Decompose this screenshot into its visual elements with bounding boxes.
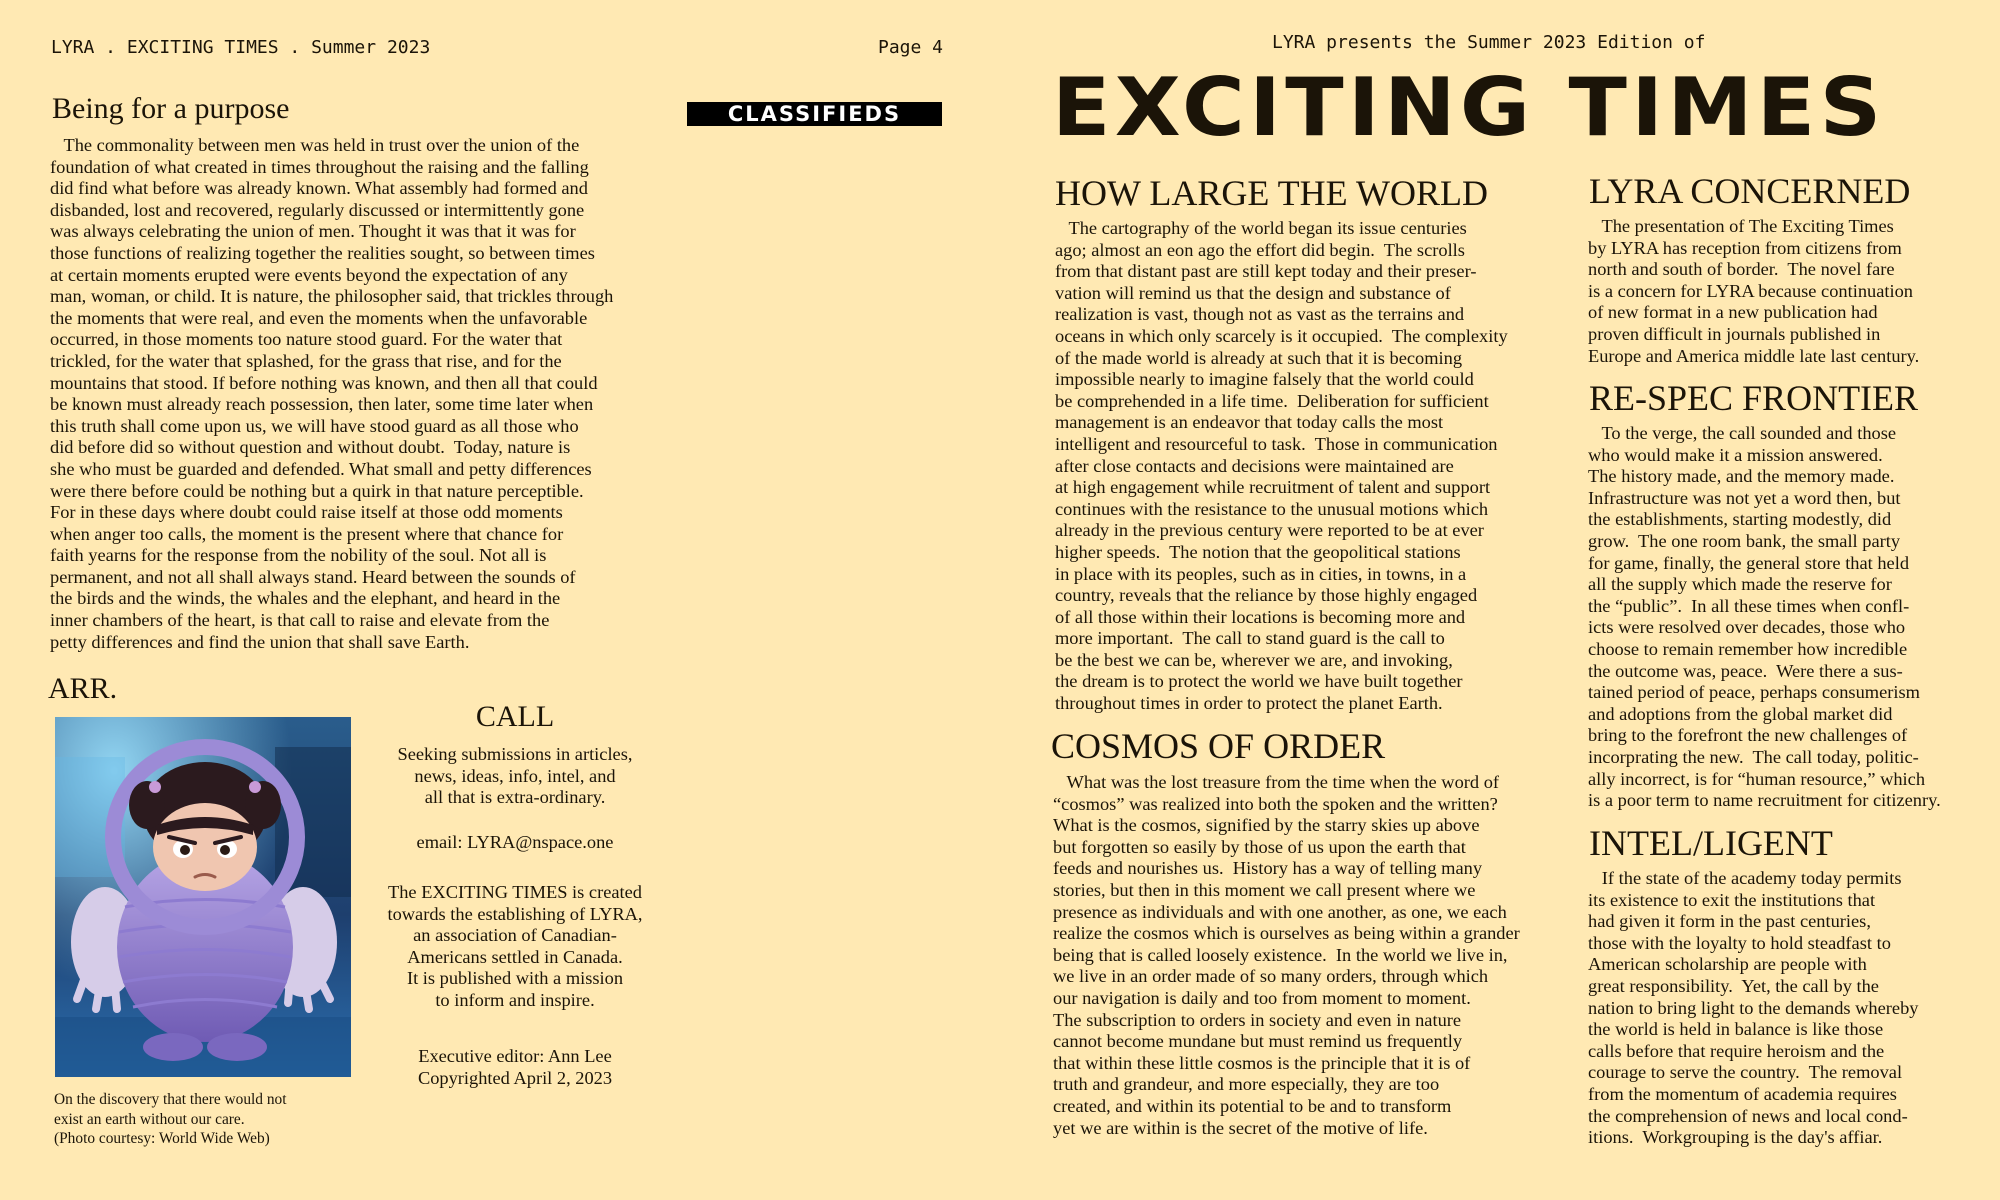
call-about-text: The EXCITING TIMES is created towards the establishing of LYRA, an association of Canadian- Americans settled in Canada. It is published with a mission to inform and inspire.	[387, 882, 643, 1010]
article-body-world: The cartography of the world began its issue centuries ago; almost an eon ago the effort did begin. The scrolls from that distant past are still kept today and their preser- vation will remind us that the design and substance of realization is vast, though not as vast as the terrains and oceans in which only scarcely is it occupied. The complexity of the made world is already at such that it is becoming impossible nearly to imagine falsely that the world could be comprehended in a life time. Deliberation for sufficient management is an endeavor that today calls the most intelligent and resourceful to task. Those in communication after close contacts and decisions were maintained are at high engagement while recruitment of talent and support continues with the resistance to the unusual motions which already in the previous century were reported to be at ever higher speeds. The notion that the geopolitical stations in place with its peoples, such as in cities, in towns, in a country, reveals that the reliance by those highly engaged of all those within their locations is becoming more and more important. The call to stand guard is the call to be the best we can be, wherever we are, and invoking, the dream is to protect the world we have built together throughout times in order to protect the planet Earth.	[1055, 218, 1508, 714]
call-submission-text: Seeking submissions in articles, news, ideas, info, intel, and all that is extra-ordinary.	[397, 744, 633, 808]
article-title-intel: INTEL/LIGENT	[1589, 823, 1833, 863]
article-body-frontier: To the verge, the call sounded and those who would make it a mission answered. The history made, and the memory made. Infrastructure was not yet a word then, but the establishments, starting modestly, did grow. The one room bank, the small party for game, finally, the general store that held all the supply which made the reserve for the “public”. In all these times when confl- icts were resolved over decades, those who choose to remain remember how incredible the outcome was, peace. Were there a sus- tained period of peace, perhaps consumerism and adoptions from the global market did bring to the forefront the new challenges of incorprating the new. The call today, politic- ally incorrect, is for “human resource,” which is a poor term to name recruitment for citizenry.	[1588, 423, 1941, 811]
article-body-concerned: The presentation of The Exciting Times by LYRA has reception from citizens from north and south of border. The novel fare is a concern for LYRA because continuation of new format in a new publication had proven difficult in journals published in Europe and America middle late last century.	[1588, 216, 1920, 366]
arr-label: ARR.	[48, 672, 118, 705]
character-photo	[55, 717, 351, 1077]
presents-line: LYRA presents the Summer 2023 Edition of	[1272, 32, 1706, 53]
article-title-frontier: RE-SPEC FRONTIER	[1589, 378, 1919, 418]
page-number: Page 4	[878, 37, 944, 58]
masthead-title: EXCITING TIMES	[1052, 61, 1886, 154]
classifieds-banner: CLASSIFIEDS	[687, 102, 942, 126]
article-body-purpose: The commonality between men was held in trust over the union of the foundation of what created in times throughout the raising and the falling did find what before was already known. What assembly had formed and disbanded, lost and recovered, regularly discussed or intermittently gone was always celebrating the union of men. Thought it was that it was for those functions of realizing together the realities sought, so between times at certain moments erupted were events beyond the expectation of any man, woman, or child. It is nature, the philosopher said, that trickles through the moments that were real, and even the moments when the unfavorable occurred, in those moments too nature stood guard. For the water that trickled, for the water that splashed, for the grass that rise, and for the mountains that stood. If before nothing was known, and then all that could be known must already reach possession, then later, some time later when this truth shall come upon us, we will have stood guard as all those who did before did so without question and without doubt. Today, nature is she who must be guarded and defended. What small and petty differences were there before could be nothing but a quirk in that nature perceptible. For in these days where doubt could raise itself at those odd moments when anger too calls, the moment is the present where that chance for faith yearns for the response from the nobility of the soul. Not all is permanent, and not all shall always stand. Heard between the sounds of the birds and the winds, the whales and the elephant, and heard in the inner chambers of the heart, is that call to raise and elevate from the petty differences and find the union that shall save Earth.	[50, 135, 614, 652]
running-header: LYRA . EXCITING TIMES . Summer 2023	[51, 37, 431, 58]
article-body-intel: If the state of the academy today permits its existence to exit the institutions that had given it form in the past centuries, those with the loyalty to hold steadfast to American scholarship are people with great responsibility. Yet, the call by the nation to bring light to the demands whereby the world is held in balance is like those calls before that require heroism and the courage to serve the country. The removal from the momentum of academia requires the comprehension of news and local cond- itions. Workgrouping is the day's affiar.	[1588, 868, 1919, 1148]
article-title-purpose: Being for a purpose	[52, 92, 290, 125]
article-body-cosmos: What was the lost treasure from the time when the word of “cosmos” was realized into both the spoken and the written? What is the cosmos, signified by the starry skies up above but forgotten so easily by those of us upon the earth that feeds and nourishes us. History has a way of telling many stories, but then in this moment we call present where we presence as individuals and with one another, as one, we each realize the cosmos which is ourselves as being within a grander being that is called loosely existence. In the world we live in, we live in an order made of so many orders, through which our navigation is daily and too from moment to moment. The subscription to orders in society and even in nature cannot become mundane but must remind us frequently that within these little cosmos is the principle that it is of truth and grandeur, and more especially, they are too created, and within its potential to be and to transform yet we are within is the secret of the motive of life.	[1053, 772, 1520, 1138]
photo-caption: On the discovery that there would not exist an earth without our care. (Photo courtesy: World Wide Web)	[54, 1091, 287, 1148]
article-title-concerned: LYRA CONCERNED	[1589, 171, 1911, 211]
article-title-world: HOW LARGE THE WORLD	[1055, 173, 1488, 213]
call-credits: Executive editor: Ann Lee Copyrighted April 2, 2023	[417, 1046, 613, 1088]
article-title-cosmos: COSMOS OF ORDER	[1051, 726, 1386, 766]
call-title: CALL	[475, 700, 555, 733]
call-email: email: LYRA@nspace.one	[416, 832, 614, 852]
